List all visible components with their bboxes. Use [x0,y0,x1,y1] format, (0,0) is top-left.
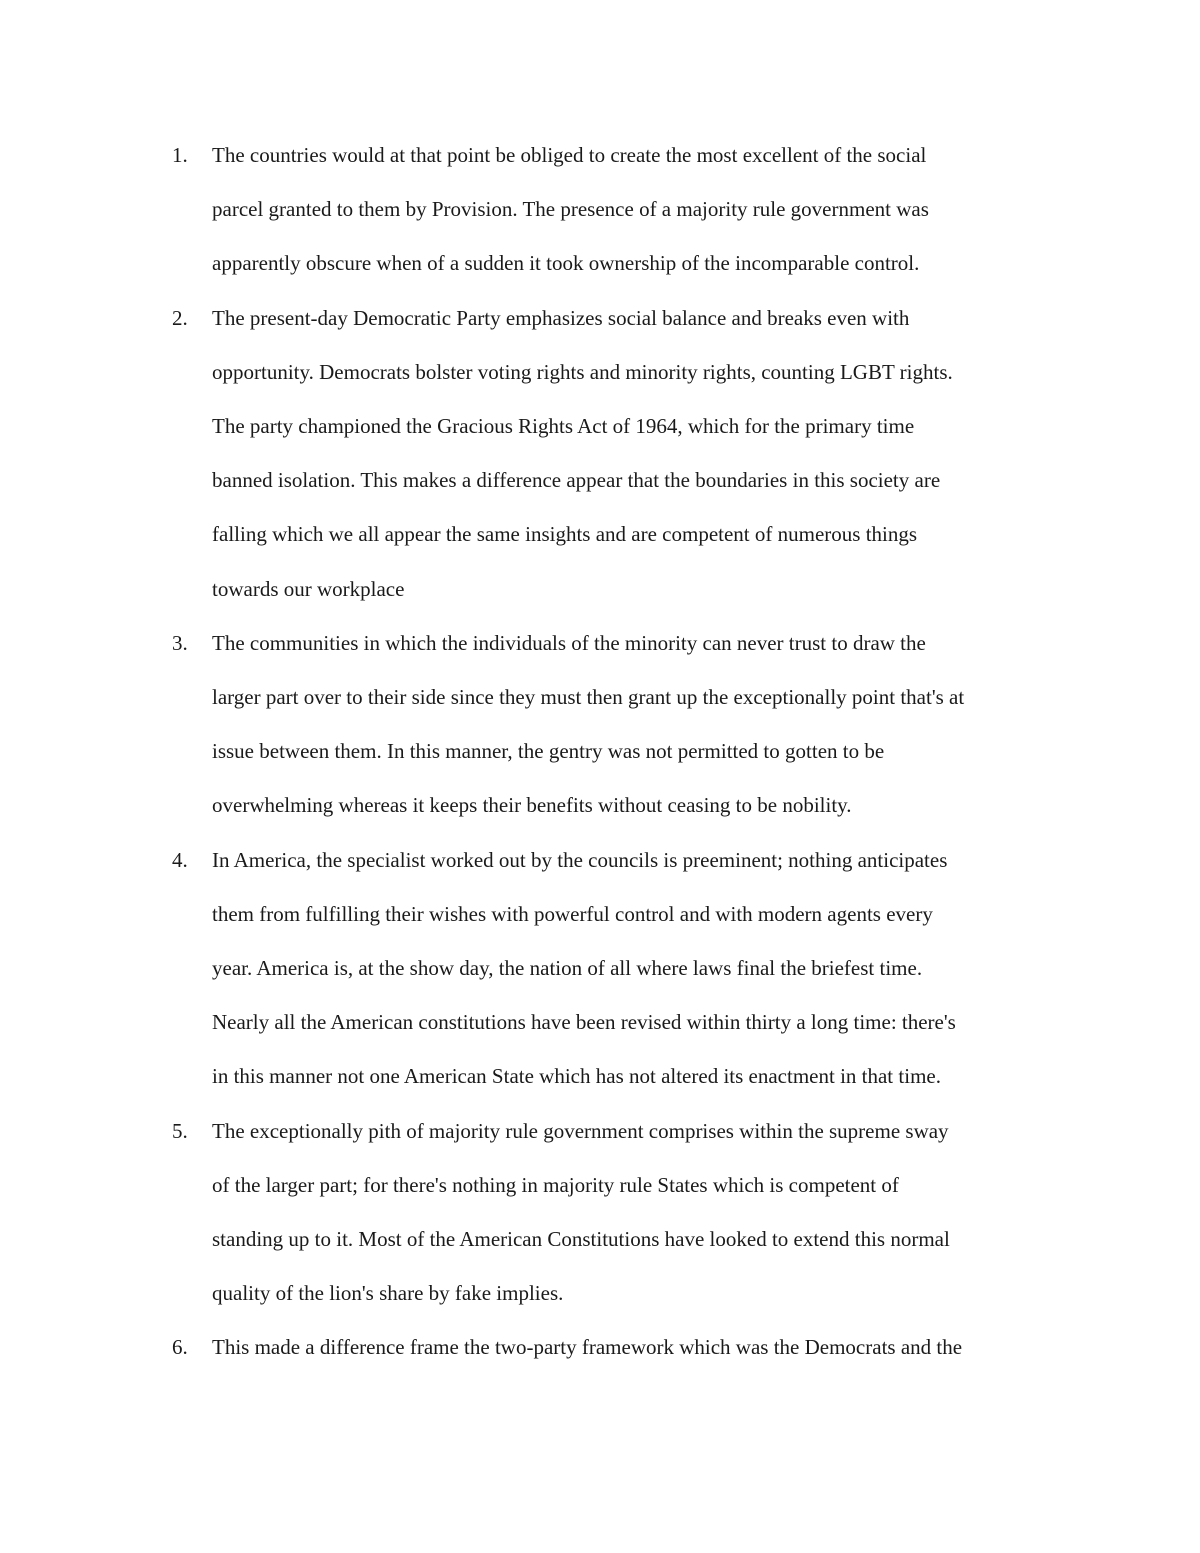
text-line: banned isolation. This makes a difference appear that the boundaries in this society are [212,468,941,493]
list-item [172,1320,1072,1374]
list-item-text [212,1320,1072,1374]
text-line: The exceptionally pith of majority rule government comprises within the supreme sway [212,1118,949,1143]
text-line: The present-day Democratic Party emphasizes social balance and breaks even with [212,305,910,330]
text-line: apparently obscure when of a sudden it took ownership of the incomparable control. [212,251,920,276]
text-line: The communities in which the individuals of the minority can never trust to draw the [212,630,926,655]
list-item-number: 5. [172,1118,188,1143]
text-line: them from fulfilling their wishes with powerful control and with modern agents every [212,901,933,926]
text-line: of the larger part; for there's nothing in majority rule States which is competent of [212,1172,899,1197]
text-line: issue between them. In this manner, the gentry was not permitted to gotten to be [212,739,885,764]
text-line: larger part over to their side since they must then grant up the exceptionally point that's at [212,685,965,710]
text-line: The countries would at that point be obliged to create the most excellent of the social [212,143,927,167]
list-item-text [212,1104,1072,1321]
list-item-number: 4. [172,847,188,872]
text-line: The party championed the Gracious Rights Act of 1964, which for the primary time [212,414,915,439]
text-line: towards our workplace [212,576,405,601]
text-line: In America, the specialist worked out by the councils is preeminent; nothing anticipates [212,847,948,872]
text-line: opportunity. Democrats bolster voting rights and minority rights, counting LGBT rights. [212,359,953,384]
text-line: quality of the lion's share by fake implies. [212,1281,564,1306]
list-item [172,616,1072,833]
text-line: parcel granted to them by Provision. The presence of a majority rule government was [212,197,929,222]
numbered-list [172,128,1072,1375]
text-line: in this manner not one American State which has not altered its enactment in that time. [212,1064,941,1089]
list-item-number: 2. [172,305,188,330]
list-item-text [212,291,1072,616]
list-item [172,128,1072,291]
text-line: standing up to it. Most of the American Constitutions have looked to extend this normal [212,1227,950,1252]
text-line: This made a difference frame the two-party framework which was the Democrats and the [212,1335,963,1360]
list-item-text [212,128,1072,291]
text-line: year. America is, at the show day, the nation of all where laws final the briefest time. [212,956,923,981]
list-item-number: 6. [172,1335,188,1360]
list-item [172,833,1072,1104]
list-item-number: 3. [172,630,188,655]
list-item [172,291,1072,616]
text-line: overwhelming whereas it keeps their benefits without ceasing to be nobility. [212,793,852,818]
text-line: falling which we all appear the same insights and are competent of numerous things [212,522,918,547]
text-line: Nearly all the American constitutions have been revised within thirty a long time: there's [212,1010,956,1035]
list-item-text [212,616,1072,833]
list-item-number: 1. [172,143,188,167]
list-item [172,1104,1072,1321]
list-item-text [212,833,1072,1104]
